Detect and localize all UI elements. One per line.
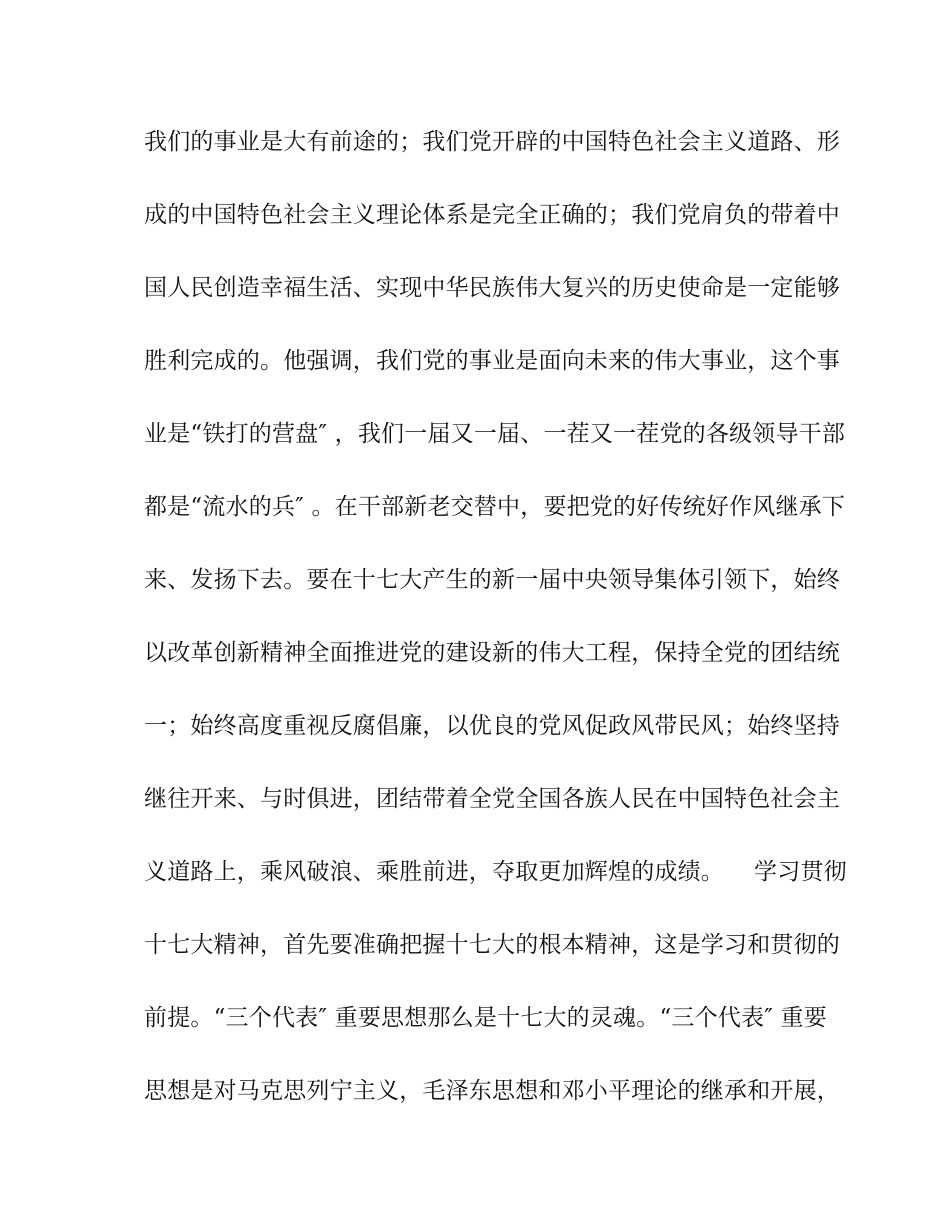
text-line: 前提。“三个代表″ 重要思想那么是十七大的灵魂。“三个代表″ 重要 xyxy=(144,1005,827,1031)
text-line: 义道路上，乘风破浪、乘胜前进，夺取更加辉煌的成绩。 学习贯彻 xyxy=(144,859,847,885)
text-line: 都是“流水的兵″ 。在干部新老交替中，要把党的好传统好作风继承下 xyxy=(144,494,846,520)
text-line: 继往开来、与时俱进，团结带着全党全国各族人民在中国特色社会主 xyxy=(144,786,840,812)
text-line: 业是“铁打的营盘″ ，我们一届又一届、一茬又一茬党的各级领导干部 xyxy=(144,421,846,447)
text-line: 一；始终高度重视反腐倡廉，以优良的党风促政风带民风；始终坚持 xyxy=(144,713,840,739)
text-line: 思想是对马克思列宁主义，毛泽东思想和邓小平理论的继承和开展， xyxy=(144,1078,840,1104)
text-line: 胜利完成的。他强调，我们党的事业是面向未来的伟大事业，这个事 xyxy=(144,348,840,374)
text-line: 我们的事业是大有前途的；我们党开辟的中国特色社会主义道路、形 xyxy=(144,129,840,155)
body-text xyxy=(144,125,847,1147)
text-line: 成的中国特色社会主义理论体系是完全正确的；我们党肩负的带着中 xyxy=(144,202,840,228)
text-line: 国人民创造幸福生活、实现中华民族伟大复兴的历史使命是一定能够 xyxy=(144,275,840,301)
text-line: 以改革创新精神全面推进党的建设新的伟大工程，保持全党的团结统 xyxy=(144,640,840,666)
text-line: 十七大精神，首先要准确把握十七大的根本精神，这是学习和贯彻的 xyxy=(144,932,840,958)
text-line: 来、发扬下去。要在十七大产生的新一届中央领导集体引领下，始终 xyxy=(144,567,840,593)
